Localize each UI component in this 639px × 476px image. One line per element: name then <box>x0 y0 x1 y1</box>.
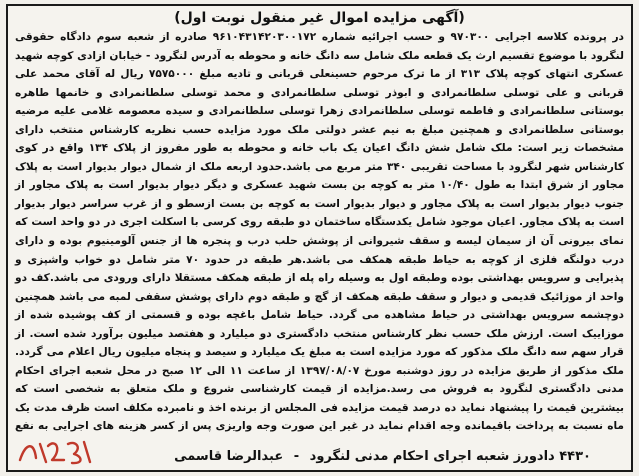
newspaper-clipping <box>6 4 633 472</box>
officer-name: عبدالرضا قاسمی <box>174 449 284 464</box>
notice-body-paragraph: در پرونده کلاسه اجرایی ۹۷۰۳۰۰ و حسب اجرائیه شماره ۹۶۱۰۴۳۱۴۲۰۳۰۰۱۷۲ صادره از شعبه سوم دادگاه حقوقی لنگرود با موضوع تقسیم ارث یک قطعه ملک شامل سه دانگ خانه و محوطه به آدرس لنگرود - خیابان ازادی کوچه شهید عسکری انتهای کوچه پلاک ۳۱۳ از ما ترک مرحوم حسینعلی قربانی و تادیه مبلغ ۷۵۷۵۰۰۰ ریال له آقای محمد علی قربانی و علی توسلی سلطانمرادی و ابوذر توسلی سلطانمرادی و محمد توسلی سلطانمرادی و خانمها طاهره بوستانی سلطانمرادی و فاطمه توسلی سلطانمرادی زهرا توسلی سلطانمرادی و سیده معصومه غلامی علیه مرضیه بوستانی سلطانمرادی و همچنین مبلغ به نیم عشر دولتی ملک مورد مزایده حسب نظریه کارشناس منتخب دارای مشخصات زیر است: ملک شامل شش دانگ اعیان یک باب خانه و محوطه به طور مفروز از پلاک ۱۳۴ واقع در کوی کارشناس شهر لنگرود با مساحت تقریبی ۳۴۰ متر مربع می باشد.حدود اربعه ملک از شمال دیوار بدیوار است به پلاک مجاور از شرق ابتدا به طول ۱۰/۴۰ متر به کوچه بن بست شهید عسکری و دیگر دیوار بدیوار است به پلاک مجاور از جنوب دیوار بدیوار است به پلاک مجاور و دیوار بدیوار است به کوچه بن بست ازسطو و از غرب سراسر دیوار بدیوار است به پلاک مجاور. اعیان موجود شامل یکدستگاه ساختمان دو طبقه روی کرسی با اسکلت اجری در دو واحد است که نمای بیرونی آن از سیمان لیسه و سقف شیروانی از پوشش حلب درب و پنجره ها از جنس آلومینیوم بوده و دارای درب دولنگه فلزی از کوچه به حیاط طبقه همکف می باشد.هر طبقه در حدود ۷۰ متر شامل دو خواب واشپزی و پذیرایی و سرویس بهداشتی بوده وطبقه اول به وسیله راه پله از طبقه همکف مستقلا دارای ورودی می باشد.کف دو واحد از موزائیک قدیمی و دیوار و سقف طبقه همکف از گچ و طبقه دوم دارای پوشش سقفی لمبه می باشد همچنین دوچشمه سرویس بهداشتی در حیاط مشاهده می گردد. حیاط شامل باغچه بوده و قسمتی از کف پوشیده شده از موزاییک است. ارزش ملک حسب نظر کارشناس منتخب دادگستری دو میلیارد و هفتصد میلیون برآورد شده است. از قرار سهم سه دانگ ملک مذکور که مورد مزایده است به مبلغ یک میلیارد و سیصد و پنجاه میلیون ریال اعلام می گردد. ملک مذکور از طریق مزایده در روز دوشنبه مورخ ۱۳۹۷/۰۸/۰۷ از ساعت ۱۱ الی ۱۲ صبح در محل شعبه اجرای احکام مدنی دادگستری لنگرود به فروش می رسد.مزایده از قیمت کارشناسی شروع و ملک متعلق به شخصی است که بیشترین قیمت را پیشنهاد نماید ده درصد قیمت مزایده فی المجلس از برنده اخذ و نامبرده مکلف است ظرف مدت یک ماه نسبت به پرداخت باقیمانده وجه اقدام نماید در غیر این صورت وجه واریزی پس از کسر هزینه های اجرایی به نفع <box>15 31 625 433</box>
notice-body <box>8 28 631 436</box>
officer-office: دادورز شعبه اجرای احکام مدنی لنگرود <box>309 449 555 464</box>
handwritten-stamp-mark <box>16 436 94 466</box>
notice-code: ۴۴۳۰ <box>559 449 591 464</box>
signature-line <box>174 447 591 467</box>
notice-title: (آگهی مزایده اموال غیر منقول نوبت اول) <box>174 10 465 26</box>
signature-separator: - <box>293 449 300 464</box>
